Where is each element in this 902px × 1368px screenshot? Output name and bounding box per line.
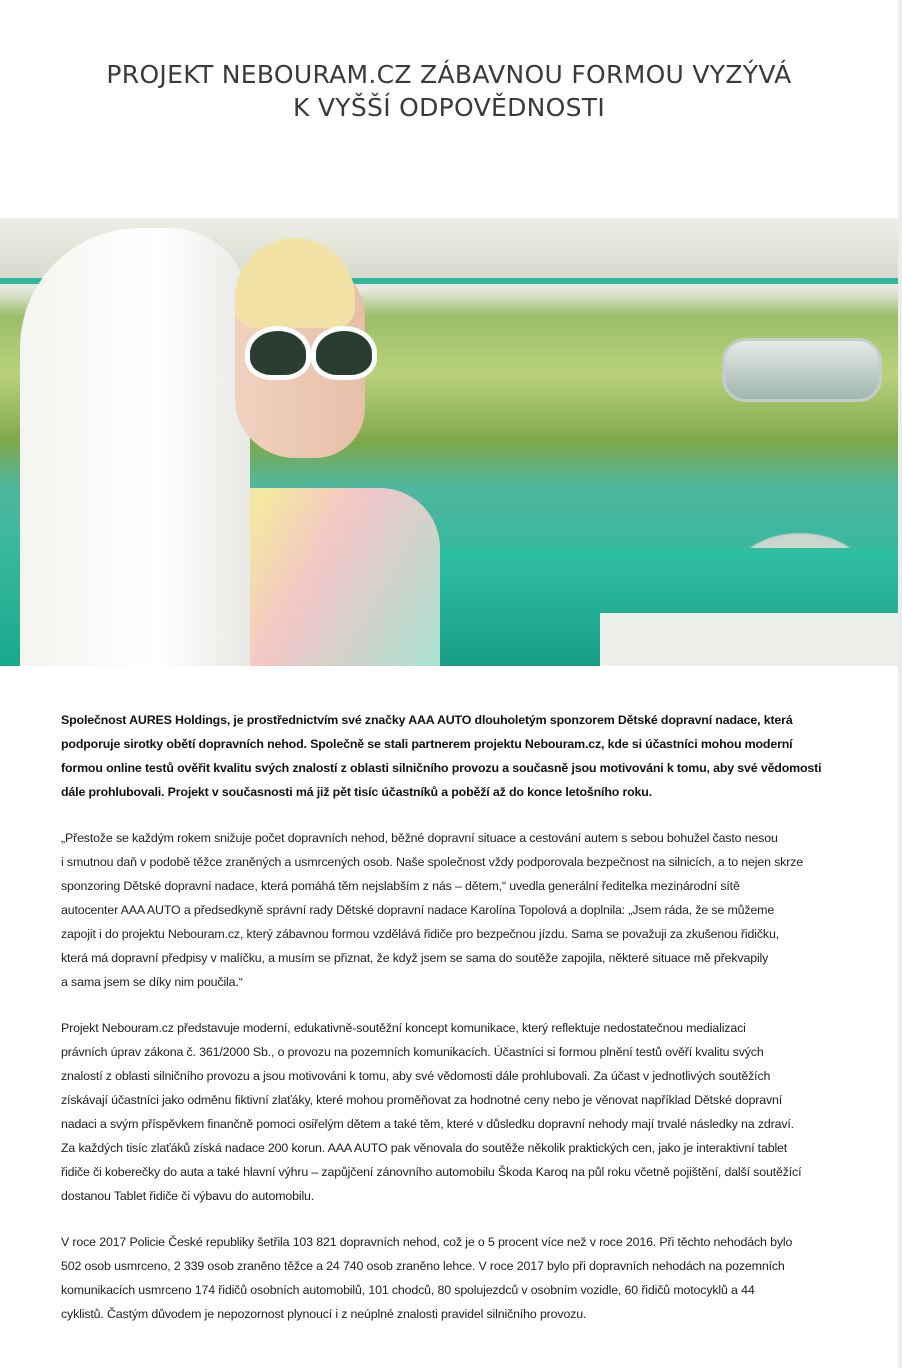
paragraph-line: Projekt Nebouram.cz představuje moderní, edukativně-soutěžní koncept komunikace, který reflektuje nedostatečnou medializaci: [61, 1021, 746, 1035]
lead-paragraph: [61, 708, 851, 804]
paragraph-line: právních úprav zákona č. 361/2000 Sb., o provozu na pozemních komunikacích. Účastníci si formou plnění testů ověří kvalitu svých: [61, 1045, 764, 1059]
rearview-mirror: [722, 338, 882, 402]
paragraph-line: i smutnou daň v podobě těžce zraněných a usmrcených osob. Naše společnost vždy podporovala bezpečnost na silnicích, a to nejen skrze: [61, 855, 803, 869]
paragraph-line: která má dopravní předpisy v malíčku, a musím se přiznat, že když jsem se sama do soutěže zapojila, některé situace mě překvapily: [61, 951, 769, 965]
paragraph: [61, 826, 851, 994]
paragraph-line: sponzoring Dětské dopravní nadace, která pomáhá těm nejslabším z nás – dětem,“ uvedla generální ředitelka mezinárodní sítě: [61, 879, 740, 893]
page-title: [0, 58, 898, 124]
sunglasses: [245, 326, 375, 374]
title-line: PROJEKT NEBOURAM.CZ ZÁBAVNOU FORMOU VYZÝVÁ: [106, 60, 792, 89]
paragraph-line: dále prohlubovali. Projekt v současnosti má již pět tisíc účastníků a poběží až do konce letošního roku.: [61, 785, 652, 799]
paragraph-line: komunikacích usmrceno 174 řidičů osobních automobilů, 101 chodců, 80 spolujezdců v osobním vozidle, 60 řidičů motocyklů a 44: [61, 1283, 755, 1297]
paragraph-line: řidiče či koberečky do auta a také hlavní výhru – zapůjčení zánovního automobilu Škoda Karoq na půl roku včetně pojištění, další soutěžící: [61, 1165, 802, 1179]
paragraph-line: cyklistů. Častým důvodem je nepozornost plynoucí i z neúplné znalosti pravidel silničního provozu.: [61, 1307, 587, 1321]
paragraph-line: zapojit i do projektu Nebouram.cz, který zábavnou formou vzdělává řidiče pro bezpečnou jízdu. Sama se považuji za zkušenou řidičku,: [61, 927, 779, 941]
paragraph-line: autocenter AAA AUTO a předsedkyně správní rady Dětské dopravní nadace Karolína Topolová a doplnila: „Jsem ráda, že se můžeme: [61, 903, 775, 917]
paragraph-line: a sama jsem se díky nim poučila.“: [61, 975, 243, 989]
paragraph: [61, 1016, 851, 1208]
paragraph: [61, 1230, 851, 1326]
scrollbar[interactable]: [898, 0, 902, 1368]
article-body: [61, 708, 851, 1348]
paragraph-line: dostanou Tablet řidiče či výbavu do automobilu.: [61, 1189, 315, 1203]
paragraph-line: nadaci a svým příspěvkem finančně pomoci osiřelým dětem a také těm, které v důsledku dopravní nehody mají trvalé následky na zdraví.: [61, 1117, 794, 1131]
paragraph-line: formou online testů ověřit kvalitu svých znalostí z oblasti silničního provozu a současně jsou motivováni k tomu, aby své vědomosti: [61, 761, 822, 775]
hero-image: [0, 218, 898, 666]
paragraph-line: 502 osob usmrceno, 2 339 osob zraněno těžce a 24 740 osob zraněno lehce. V roce 2017 bylo při dopravních nehodách na pozemních: [61, 1259, 785, 1273]
white-scarf: [20, 228, 250, 666]
title-line: K VYŠŠÍ ODPOVĚDNOSTI: [292, 93, 606, 122]
paragraph-line: Společnost AURES Holdings, je prostřednictvím své značky AAA AUTO dlouholetým sponzorem Dětské dopravní nadace, která: [61, 713, 793, 727]
paragraph-line: znalostí z oblasti silničního provozu a jsou motivováni k tomu, aby své vědomosti dále prohlubovali. Za účast v jednotlivých soutěžích: [61, 1069, 771, 1083]
paragraph-line: V roce 2017 Policie České republiky šetřila 103 821 dopravních nehod, což je o 5 procent více než v roce 2016. Při těchto nehodách bylo: [61, 1235, 793, 1249]
paragraph-line: Za každých tisíc zlaťáků získá nadace 200 korun. AAA AUTO pak věnovala do soutěže několik praktických cen, jako je interaktivní tablet: [61, 1141, 788, 1155]
paragraph-line: „Přestože se každým rokem snižuje počet dopravních nehod, běžné dopravní situace a cestování autem s sebou bohužel často nesou: [61, 831, 778, 845]
dashboard-panel: [600, 613, 898, 666]
paragraph-line: získávají účastníci jako odměnu fiktivní zlaťáky, které mohou proměňovat za hodnotné ceny nebo je věnovat například Dětské dopravní: [61, 1093, 783, 1107]
paragraph-line: podporuje sirotky obětí dopravních nehod. Společně se stali partnerem projektu Nebouram.cz, kde si účastníci mohou moderní: [61, 737, 793, 751]
